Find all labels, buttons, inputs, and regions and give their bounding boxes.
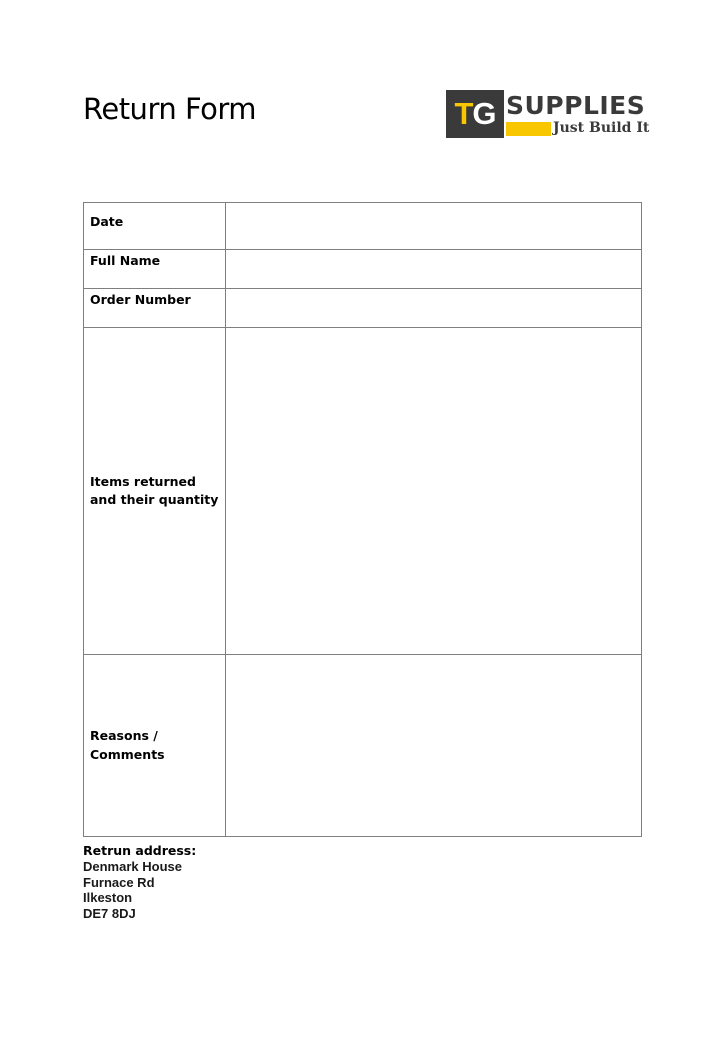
return-form-table (83, 202, 642, 837)
company-logo (446, 90, 652, 138)
items-returned-field[interactable] (226, 328, 642, 655)
address-line: Denmark House (83, 859, 182, 874)
form-row-date (84, 203, 642, 250)
logo-brand-name: SUPPLIES (506, 91, 646, 120)
form-row-reasons (84, 655, 642, 837)
logo-letter-t: T (454, 96, 473, 131)
items-returned-label: Items returned and their quantity (84, 328, 226, 655)
address-line: Ilkeston (83, 890, 133, 905)
date-field[interactable] (226, 203, 642, 250)
form-row-full-name (84, 250, 642, 289)
form-row-order-number (84, 289, 642, 328)
logo-badge (446, 90, 504, 138)
address-line: DE7 8DJ (83, 905, 136, 921)
order-number-label: Order Number (84, 289, 226, 328)
order-number-field[interactable] (226, 289, 642, 328)
full-name-field[interactable] (226, 250, 642, 289)
address-line: Furnace Rd (83, 874, 155, 890)
logo-letter-g: G (472, 96, 496, 131)
page-title: Return Form (83, 92, 257, 126)
form-row-items-returned (84, 328, 642, 655)
reasons-label: Reasons / Comments (84, 655, 226, 837)
logo-accent-bar (506, 122, 551, 136)
return-address-heading: Retrun address: (83, 843, 197, 858)
logo-tagline: Just Build It (553, 120, 650, 136)
return-address (83, 842, 196, 921)
reasons-field[interactable] (226, 655, 642, 837)
full-name-label: Full Name (84, 250, 226, 289)
date-label: Date (84, 203, 226, 250)
